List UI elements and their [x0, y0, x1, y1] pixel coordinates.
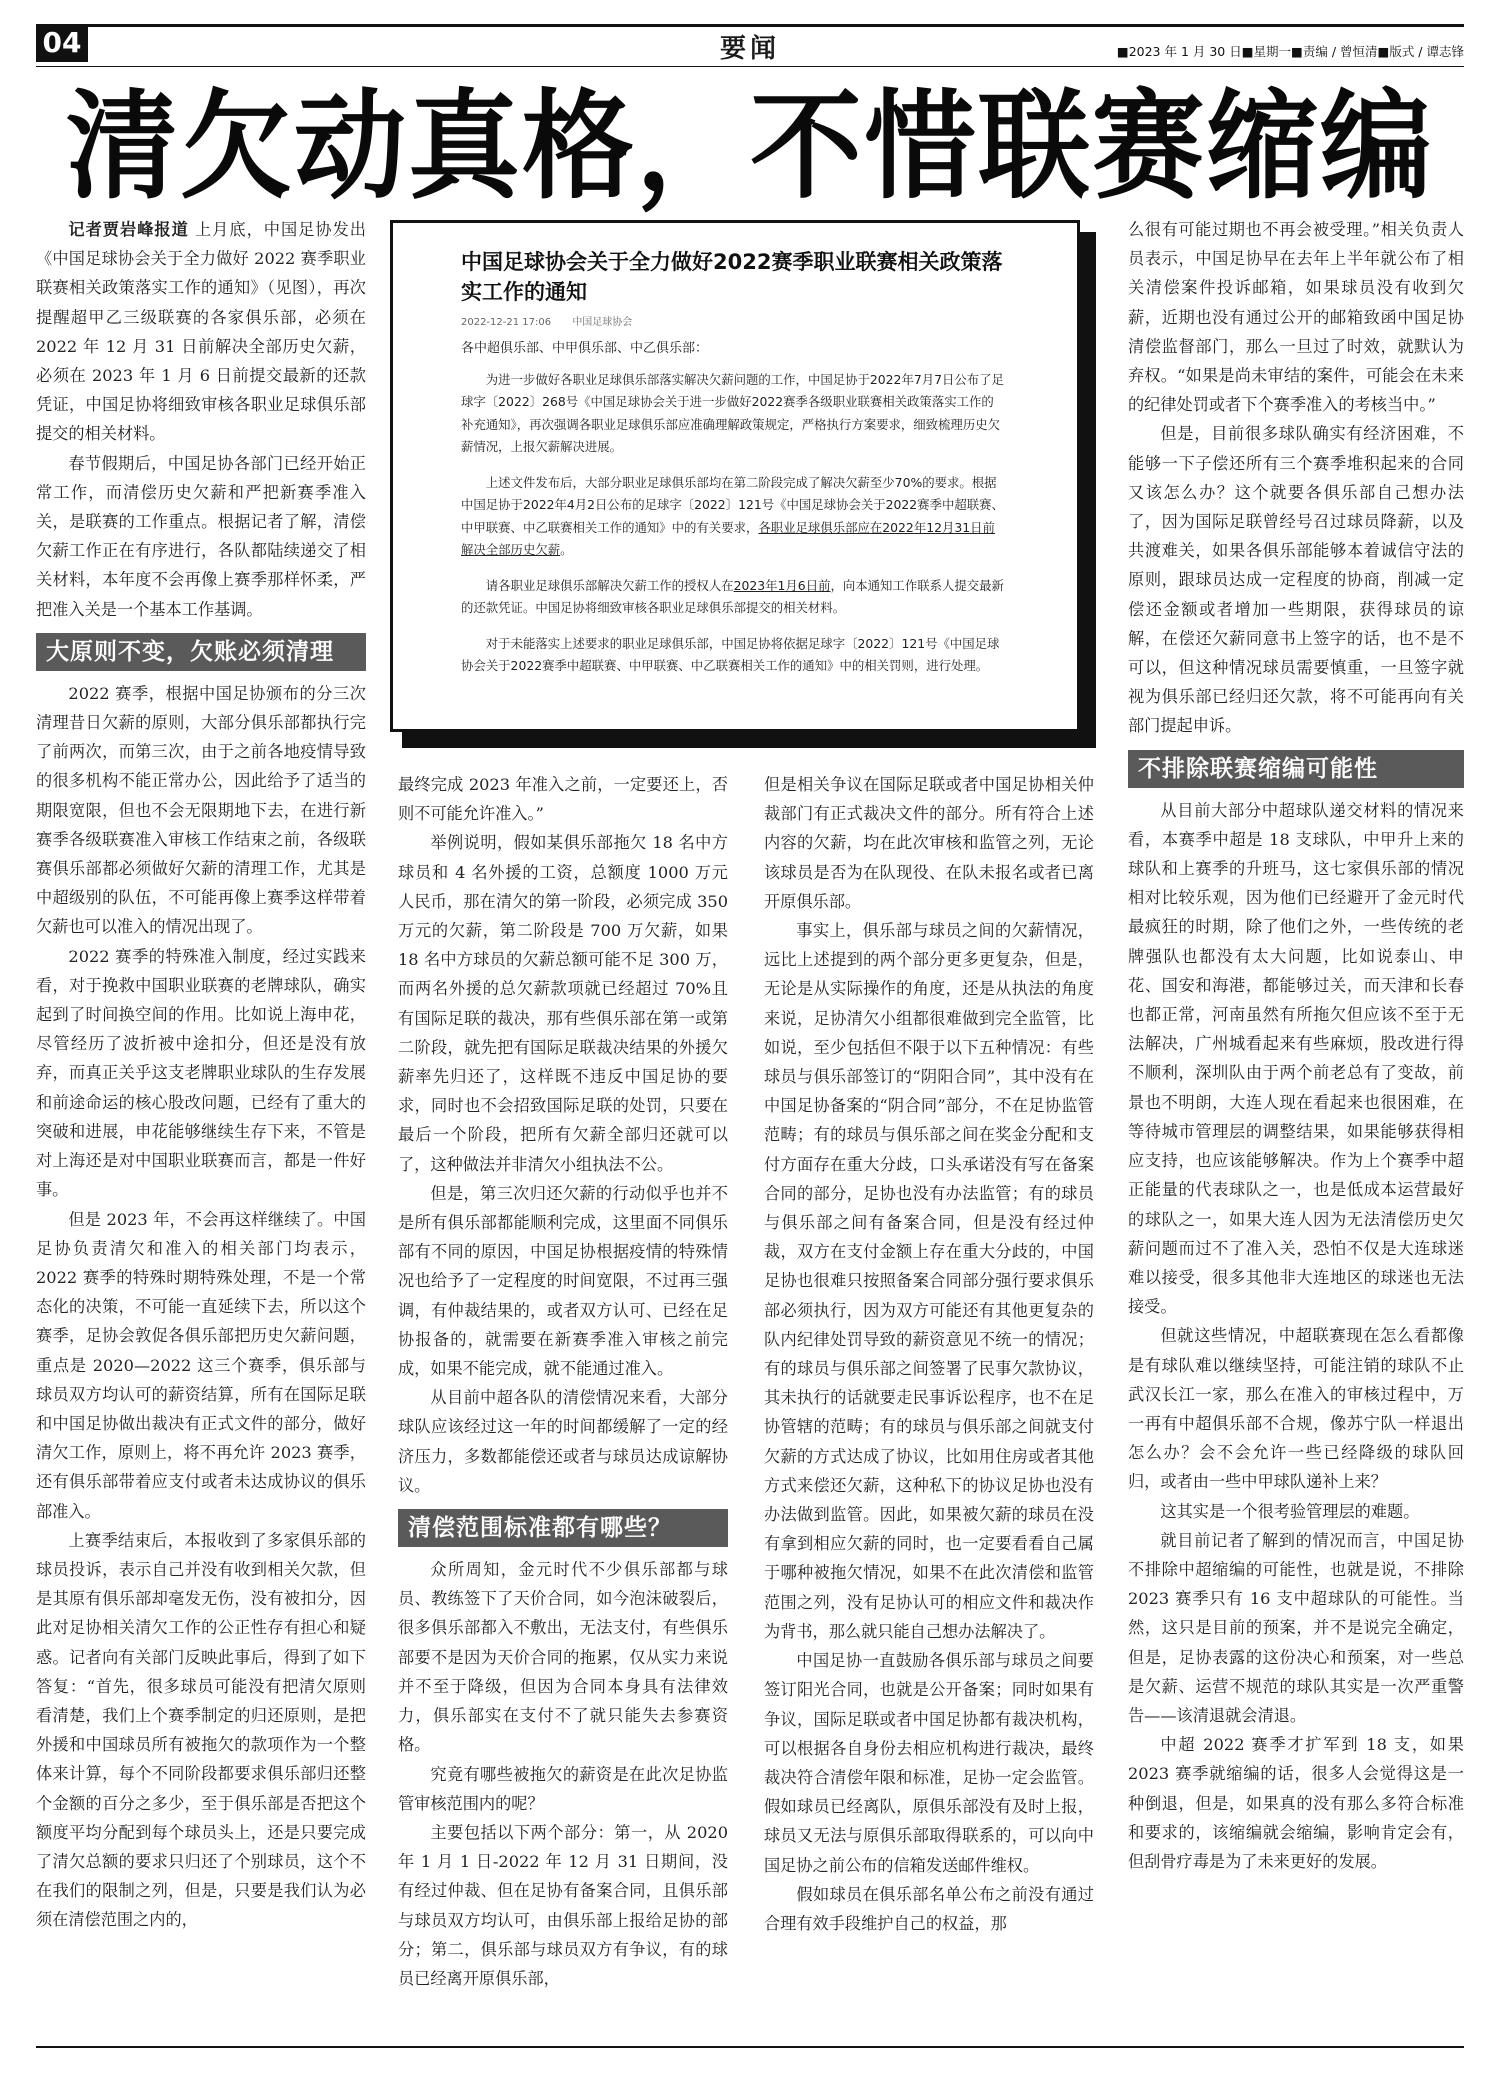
paragraph: 上赛季结束后，本报收到了多家俱乐部的球员投诉，表示自己并没有收到相关欠款，但是其原有俱乐部却毫发无伤，没有被扣分，因此对足协相关清欠工作的公正性存有担心和疑惑。记者向有关部门反映此事后，得到了如下答复：“首先，很多球员可能没有把清欠原则看清楚，我们上个赛季制定的归还原则，是把外援和中国球员所有被拖欠的款项作为一个整体来计算，每个不同阶段都要求俱乐部归还整个金额的百分之多少，至于俱乐部是否把这个额度平均分配到每个球员头上，还是只要完成了清欠总额的要求只归还了个别球员，这个不在我们的限制之列，但是，只要是我们认为必须在清偿范围之内的，: [36, 1530, 366, 1930]
paragraph: 春节假期后，中国足协各部门已经开始正常工作，而清偿历史欠薪和严把新赛季准入关，是联赛的工作重点。根据记者了解，清偿欠薪工作正在有序进行，各队都陆续递交了相关材料，本年度不会再像上赛季那样怀柔，严把准入关是一个基本工作基调。: [36, 453, 366, 619]
paragraph: 举例说明，假如某俱乐部拖欠 18 名中方球员和 4 名外援的工资，总额度 1000 万元人民币，那在清欠的第一阶段，必须完成 350 万元的欠薪，第二阶段是 700 万欠薪，如果 18 名中方球员的欠薪总额可能不足 300 万，而两名外援的总欠薪款项就已经超过 70%且有国际足联的裁决，那有些俱乐部在第一或第二阶段，就先把有国际足联裁决结果的外援欠薪率先归还了，这样既不违反中国足协的要求，同时也不会招致国际足联的处罚，只要在最后一个阶段，把所有欠薪全部归还就可以了，这种做法并非清欠小组执法不公。: [398, 833, 728, 1174]
paragraph: 么很有可能过期也不再会被受理。”相关负责人员表示，中国足协早在去年上半年就公布了相关清偿案件投诉邮箱，如果球员没有收到欠薪，近期也没有通过公开的邮箱致函中国足协清偿监督部门，那么一旦过了时效，就默认为弃权。“如果是尚未审结的案件，可能会在未来的纪律处罚或者下个赛季准入的考核当中。”: [1128, 220, 1464, 415]
paragraph: 2022 赛季，根据中国足协颁布的分三次清理昔日欠薪的原则，大部分俱乐部都执行完了前两次，而第三次，由于之前各地疫情导致的很多机构不能正常办公，因此给予了适当的期限宽限，但也不会无限期地下去，在进行新赛季各级联赛准入审核工作结束之前，各级联赛俱乐部都必须做好欠薪的清理工作，尤其是中超级别的队伍，不可能再像上赛季这样带着欠薪也可以准入的情况出现了。: [36, 683, 366, 937]
paragraph: 众所周知，金元时代不少俱乐部都与球员、教练签下了天价合同，如今泡沫破裂后，很多俱乐部都入不敷出，无法支付，有些俱乐部要不是因为天价合同的拖累，仅从实力来说并不至于降级，但因为合同本身具有法律效力，俱乐部实在支付不了就只能失去参赛资格。: [398, 1560, 728, 1755]
paragraph: 中国足协一直鼓励各俱乐部与球员之间要签订阳光合同，也就是公开备案；同时如果有争议，国际足联或者中国足协都有裁决机构，可以根据各自身份去相应机构进行裁决，最终裁决符合清偿年限和标准，足协一定会监管。假如球员已经离队，原俱乐部没有及时上报，球员又无法与原俱乐部取得联系的，可以向中国足协之前公布的信箱发送邮件维权。: [764, 1651, 1094, 1875]
notice-deadline: 2023年1月6日前: [733, 577, 831, 593]
notice-paragraph: 对于未能落实上述要求的职业足球俱乐部，中国足协将依据足球字〔2022〕121号《中国足球协会关于2022赛季中超联赛、中甲联赛、中乙联赛相关工作的通知》中的相关罚则，进行处理。: [461, 635, 1000, 673]
paragraph: 事实上，俱乐部与球员之间的欠薪情况，远比上述提到的两个部分更多更复杂，但是，无论是从实际操作的角度，还是从执法的角度来说，足协清欠小组都很难做到完全监管，比如说，至少包括但不限于以下五种情况：有些球员与俱乐部签订的“阴阳合同”，其中没有在中国足协备案的“阴合同”部分，不在足协监管范畴；有的球员与俱乐部之间在奖金分配和支付方面存在重大分歧，口头承诺没有写在备案合同的部分，足协也没有办法监管；有的球员与俱乐部之间有备案合同，但是没有经过仲裁，双方在支付金额上存在重大分歧的，中国足协也很难只按照备案合同部分强行要求俱乐部必须执行，因为双方可能还有其他更复杂的队内纪律处罚导致的薪资意见不统一的情况；有的球员与俱乐部之间签署了民事欠款协议，其未执行的话就要走民事诉讼程序，也不在足协管辖的范畴；有的球员与俱乐部之间就支付欠薪的方式达成了协议，比如用住房或者其他方式来偿还欠薪，这种私下的协议足协也没有办法做到监管。因此，如果被欠薪的球员在没有拿到相应欠薪的同时，也一定要看看自己属于哪种被拖欠情况，如果不在此次清偿和监管范围之列，没有足协认可的相应文件和裁决作为背书，那么就只能自己想办法解决了。: [764, 921, 1094, 1641]
paragraph: 这其实是一个很考验管理层的难题。: [1160, 1501, 1420, 1521]
bottom-rule: [36, 2046, 1464, 2048]
paragraph: 就目前记者了解到的情况而言，中国足协不排除中超缩编的可能性，也就是说，不排除 2023 赛季只有 16 支中超球队的可能性。当然，这只是目前的预案，并不是说完全确定，但是，足协表露的这份决心和预案，对一些总是欠薪、运营不规范的球队其实是一次严重警告——该清退就会清退。: [1128, 1530, 1464, 1725]
subheading: 不排除联赛缩编可能性: [1128, 750, 1464, 788]
notice-meta: [461, 313, 1005, 328]
paragraph: 2022 赛季的特殊准入制度，经过实践来看，对于挽救中国职业联赛的老牌球队，确实起到了时间换空间的作用。比如说上海申花，尽管经历了波折被中途扣分，但还是没有放弃，而真正关乎这支老牌职业球队的生存发展和前途命运的核心股改问题，已经有了重大的突破和进展，申花能够继续生存下来，不管是对上海还是对中国职业联赛而言，都是一件好事。: [36, 946, 366, 1200]
paragraph: 但是相关争议在国际足联或者中国足协相关仲裁部门有正式裁决文件的部分。所有符合上述内容的欠薪，均在此次审核和监管之列，无论该球员是否为在队现役、在队未报名或者已离开原俱乐部。: [764, 775, 1094, 911]
subheading: 大原则不变，欠账必须清理: [36, 633, 366, 671]
notice-screenshot: [390, 220, 1080, 732]
paragraph: 主要包括以下两个部分：第一，从 2020 年 1 月 1 日-2022 年 12 月 31 日期间，没有经过仲裁、但在足协有备案合同，且俱乐部与球员双方均认可，由俱乐部上报给足协的部分；第二，俱乐部与球员双方有争议，有的球员已经离开原俱乐部，: [398, 1822, 728, 1988]
lead-paragraph: [36, 215, 366, 449]
header-rule: [36, 66, 1464, 67]
top-rule: [36, 24, 1464, 27]
notice-title: 中国足球协会关于全力做好2022赛季职业联赛相关政策落实工作的通知: [461, 250, 1003, 304]
article-column-4: [1128, 215, 1464, 2035]
notice-paragraph: 上述文件发布后，大部分职业足球俱乐部均在第二阶段完成了解决欠薪至少70%的要求。根据中国足协于2022年4月2日公布的足球字〔2022〕121号《中国足球协会关于2022赛季中超联赛、中甲联赛、中乙联赛相关工作的通知》中的有关要求，各职业足球俱乐部应在2022年12月31日前解决全部历史欠薪。: [461, 474, 1004, 557]
paragraph: 但是 2023 年，不会再这样继续了。中国足协负责清欠和准入的相关部门均表示，2022 赛季的特殊时期特殊处理，不是一个常态化的决策，不可能一直延续下去，所以这个赛季，足协会敦促各俱乐部把历史欠薪问题，重点是 2020—2022 这三个赛季，俱乐部与球员双方均认可的薪资结算，所有在国际足联和中国足协做出裁决有正式文件的部分，做好清欠工作，原则上，将不再允许 2023 赛季，还有俱乐部带着应支付或者未达成协议的俱乐部准入。: [36, 1209, 366, 1521]
paragraph: 从目前大部分中超球队递交材料的情况来看，本赛季中超是 18 支球队，中甲升上来的球队和上赛季的升班马，这七家俱乐部的情况相对比较乐观，因为他们已经避开了金元时代最疯狂的时期，除了他们之外，一些传统的老牌强队也都没有太大问题，比如说泰山、申花、国安和海港，都能够过关，而天津和长春也都正常，河南虽然有所拖欠但应该不至于无法解决，广州城看起来有些麻烦，股改进行得不顺利，深圳队由于两个前老总有了变故，前景也不明朗，大连人现在看起来也很困难，在等待城市管理层的调整结果，如果能够获得相应支持，也应该能够解决。作为上个赛季中超正能量的代表球队之一，也是低成本运营最好的球队之一，如果大连人因为无法清偿历史欠薪问题而过不了准入关，恐怕不仅是大连球迷难以接受，很多其他非大连地区的球迷也无法接受。: [1128, 800, 1464, 1317]
notice-underlined: 各职业足球俱乐部应在2022年12月31日前解决全部历史欠薪: [461, 519, 995, 557]
notice-salutation: 各中超俱乐部、中甲俱乐部、中乙俱乐部：: [461, 341, 709, 356]
paragraph: 假如球员在俱乐部名单公布之前没有通过合理有效手段维护自己的权益，那: [764, 1884, 1094, 1933]
page-number: 04: [36, 24, 88, 62]
paragraph: 但就这些情况，中超联赛现在怎么看都像是有球队难以继续坚持，可能注销的球队不止武汉长江一家，那么在准入的审核过程中，万一再有中超俱乐部不合规，像苏宁队一样退出怎么办？会不会允许一些已经降级的球队回归，或者由一些中甲球队递补上来？: [1128, 1326, 1464, 1492]
notice-date: 2022-12-21 17:06: [461, 317, 552, 328]
article-column-2: [398, 770, 728, 2035]
article-column-3: [764, 770, 1094, 2035]
issue-info: ■2023 年 1 月 30 日■星期一■责编 / 曾恒清■版式 / 谭志锋: [1116, 44, 1464, 59]
byline: 记者贾岩峰报道: [68, 220, 189, 239]
paragraph: 从目前中超各队的清偿情况来看，大部分球队应该经过这一年的时间都缓解了一定的经济压力，多数都能偿还或者与球员达成谅解协议。: [398, 1388, 728, 1495]
headline: 清欠动真格，不惜联赛缩编: [66, 78, 1434, 216]
paragraph: 但是，第三次归还欠薪的行动似乎也并不是所有俱乐部都能顺利完成，这里面不同俱乐部有不同的原因，中国足协根据疫情的特殊情况也给予了一定程度的时间宽限，不过再三强调，有仲裁结果的，或者双方认可、已经在足协报备的，就需要在新赛季准入审核之前完成，如果不能完成，就不能通过准入。: [398, 1183, 728, 1379]
subheading: 清偿范围标准都有哪些？: [398, 1509, 728, 1547]
paragraph: 中超 2022 赛季才扩军到 18 支，如果 2023 赛季就缩编的话，很多人会觉得这是一种倒退，但是，如果真的没有那么多符合标准和要求的，该缩编就会缩编，影响肯定会有，但刮骨疗毒是为了未来更好的发展。: [1128, 1735, 1464, 1871]
paragraph: 究竟有哪些被拖欠的薪资是在此次足协监管审核范围内的呢？: [398, 1764, 728, 1813]
article-column-1: [36, 215, 366, 2035]
lead-text: 上月底，中国足协发出《中国足球协会关于全力做好 2022 赛季职业联赛相关政策落实工作的通知》（见图），再次提醒超甲乙三级联赛的各家俱乐部，必须在 2022 年 12 月 31 日前解决全部历史欠薪，必须在 2023 年 1 月 6 日前提交最新的还款凭证，中国足协将细致审核各职业足球俱乐部提交的相关材料。: [36, 220, 366, 444]
notice-paragraph: 为进一步做好各职业足球俱乐部落实解决欠薪问题的工作，中国足协于2022年7月7日公布了足球字〔2022〕268号《中国足球协会关于进一步做好2022赛季各级职业联赛相关政策落实工作的补充通知》，再次强调各职业足球俱乐部应准确理解政策规定，严格执行方案要求，细致梳理历史欠薪情况，上报欠薪解决进展。: [461, 371, 1004, 454]
notice-paragraph: 请各职业足球俱乐部解决欠薪工作的授权人在2023年1月6日前，向本通知工作联系人提交最新的还款凭证。中国足协将细致审核各职业足球俱乐部提交的相关材料。: [461, 577, 1004, 615]
paragraph: 最终完成 2023 年准入之前，一定要还上，否则不可能允许准入。”: [398, 775, 728, 824]
paragraph: 但是，目前很多球队确实有经济困难，不能够一下子偿还所有三个赛季堆积起来的合同又该怎么办？这个就要各俱乐部自己想办法了，因为国际足联曾经号召过球员降薪，以及共渡难关，如果各俱乐部能够本着诚信守法的原则，跟球员达成一定程度的协商，削减一定偿还金额或者增加一些期限，获得球员的谅解，在偿还欠薪同意书上签字的话，也不是不可以，但这种情况球员需要慎重，一旦签字就视为俱乐部已经归还欠款，将不可能再向有关部门提起申诉。: [1128, 424, 1464, 736]
notice-source: 中国足球协会: [572, 317, 633, 328]
section-name: 要闻: [719, 34, 780, 64]
